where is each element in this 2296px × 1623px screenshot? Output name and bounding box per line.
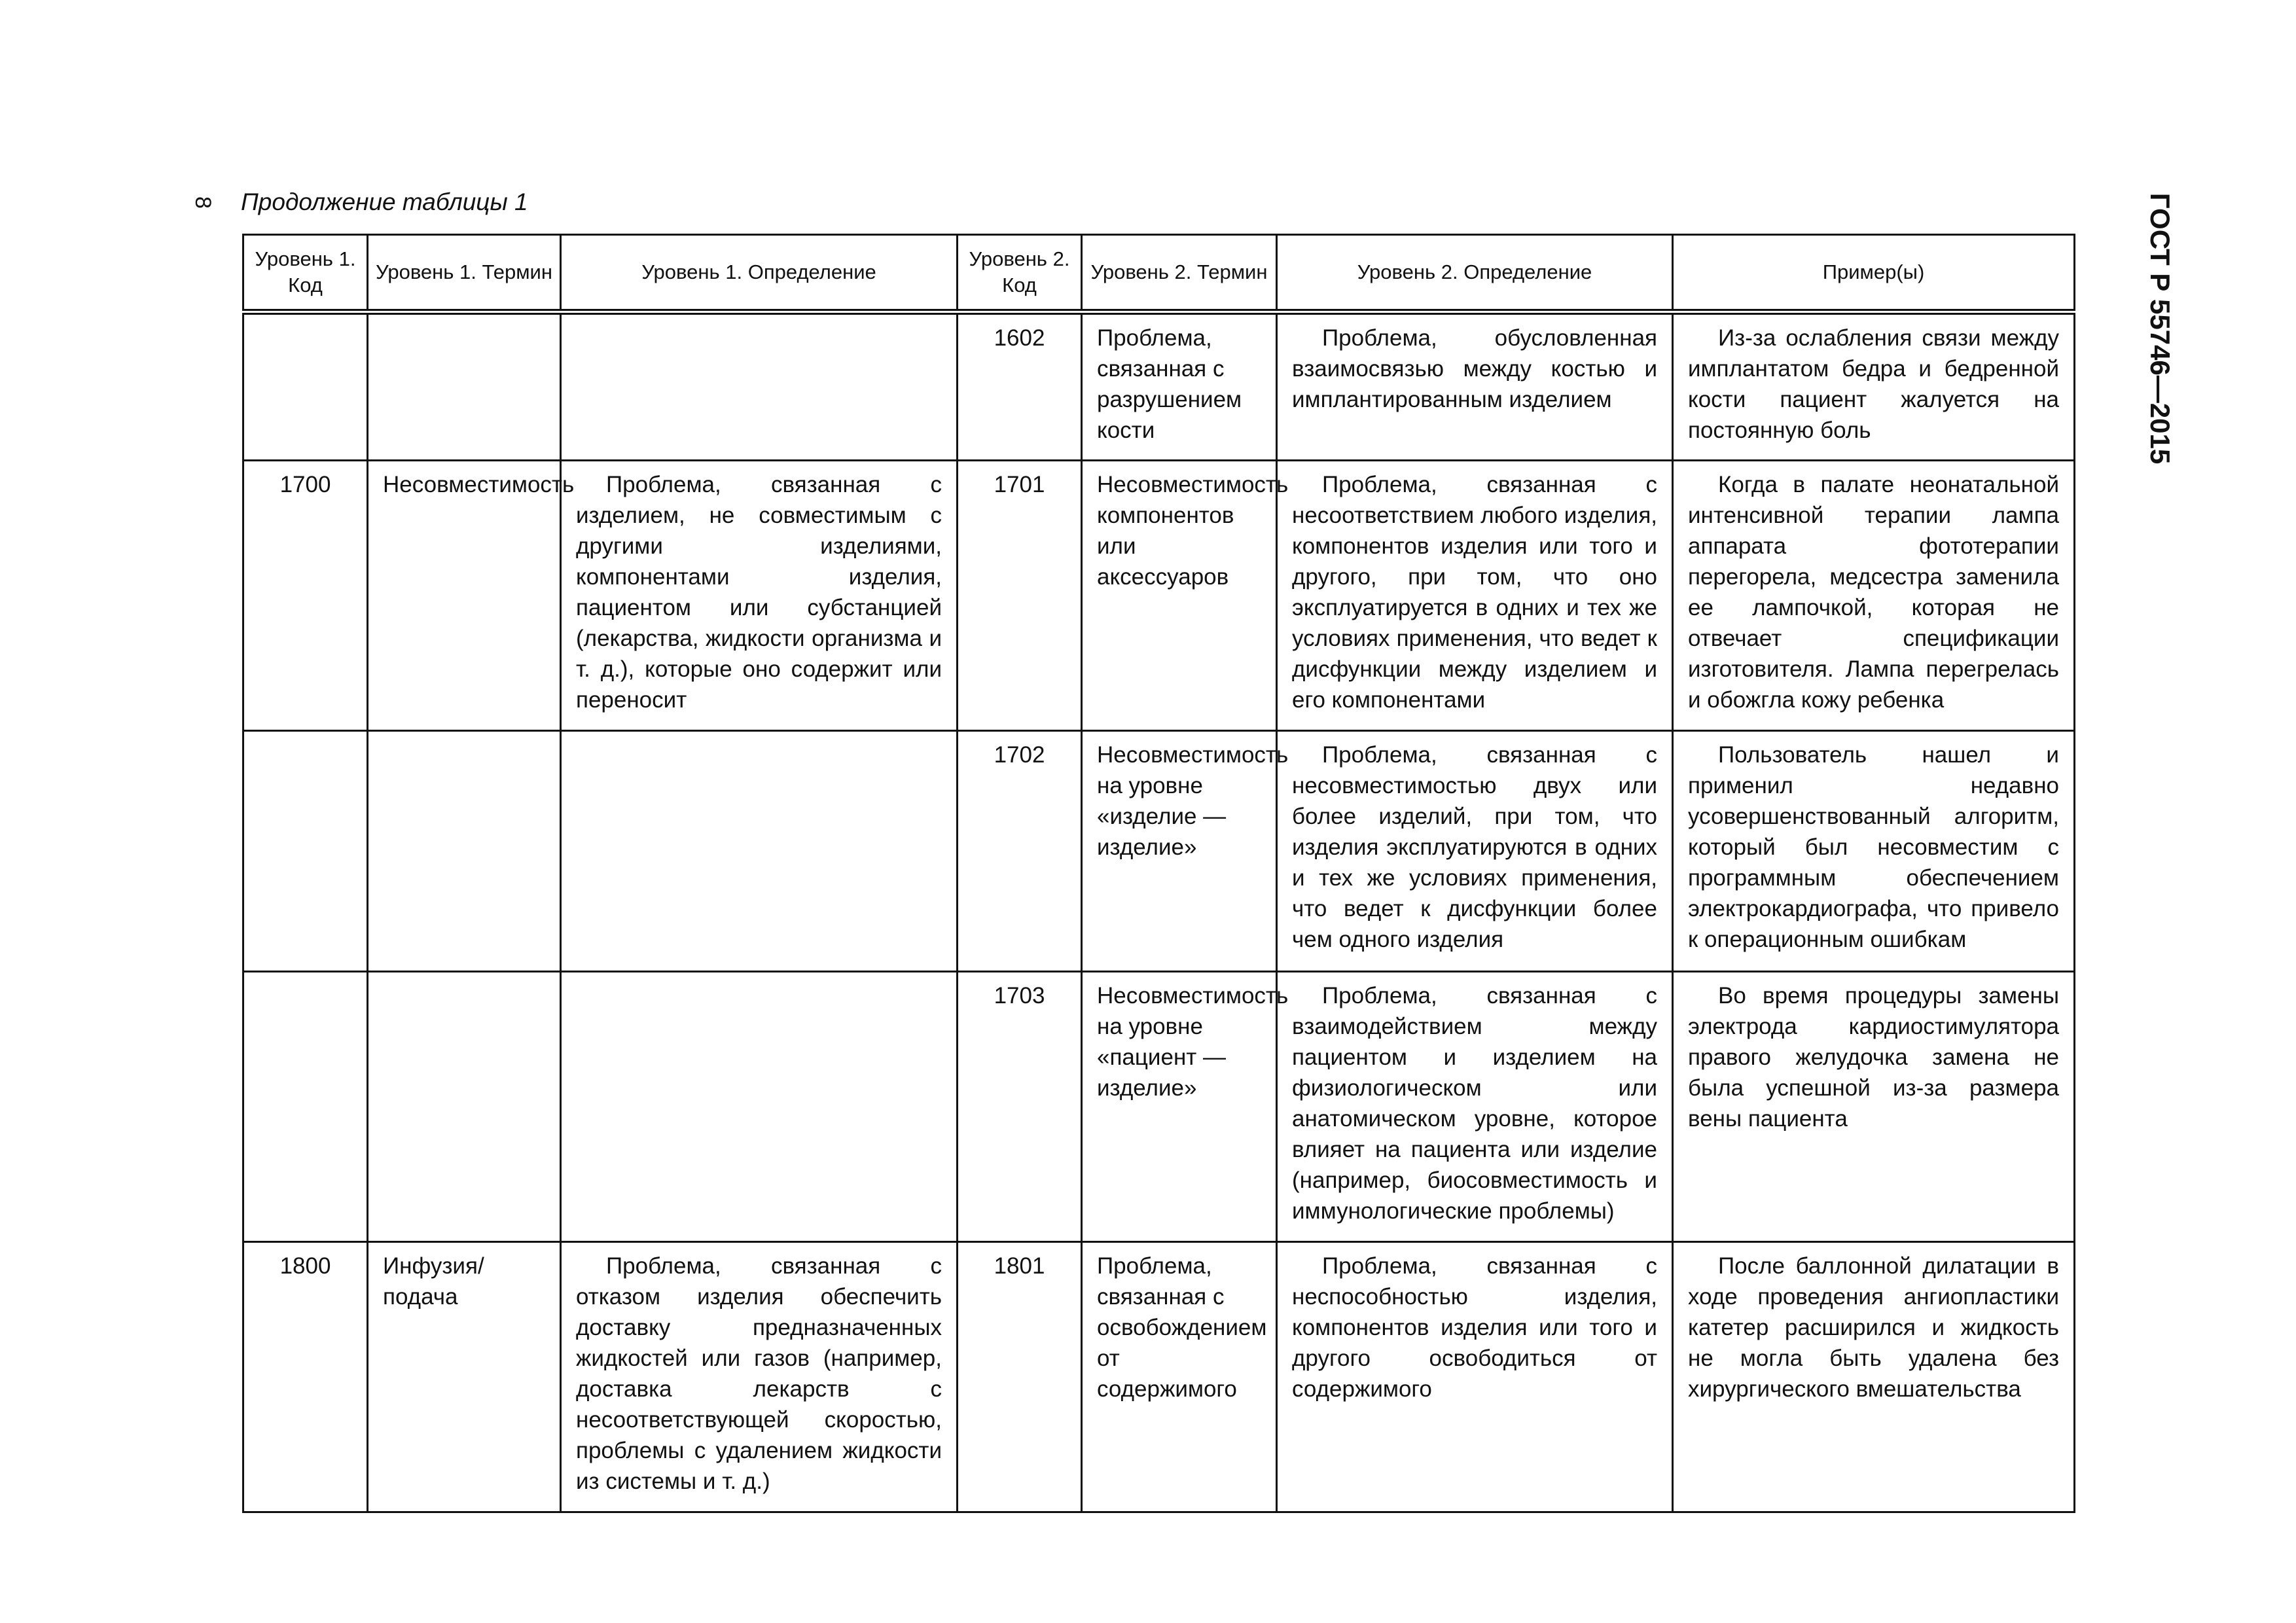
table-row — [243, 972, 2075, 1242]
l1-code-cell — [243, 731, 368, 972]
header-l2-term: Уровень 2. Термин — [1082, 235, 1277, 312]
l2-definition-cell: Проблема, связанная с взаимодействием между пациентом и изделием на физиологическом или анатомическом уровне, которое влияет на пациента или изделие (например, биосовместимость и иммунологические проблемы) — [1277, 972, 1673, 1242]
l1-code-cell — [243, 312, 368, 461]
l1-code-cell — [243, 972, 368, 1242]
l1-term-cell: Инфузия/подача — [368, 1242, 561, 1512]
l1-definition-cell: Проблема, связанная с отказом изделия обеспечить доставку предназначенных жидкостей или газов (например, доставка лекарств с несоответствующей скоростью, проблемы с удалением жидкости из системы и т. д.) — [561, 1242, 958, 1512]
table-header-row — [243, 235, 2075, 312]
l2-term-cell: Проблема, связанная с освобождением от содержимого — [1082, 1242, 1277, 1512]
standard-code-container — [2134, 191, 2186, 466]
l1-term-cell — [368, 731, 561, 972]
l1-definition-cell — [561, 312, 958, 461]
header-examples: Пример(ы) — [1673, 235, 2075, 312]
table-row — [243, 731, 2075, 972]
l2-definition-cell: Проблема, связанная с неспособностью изделия, компонентов изделия или того и другого освободиться от содержимого — [1277, 1242, 1673, 1512]
l2-definition-cell: Проблема, обусловленная взаимосвязью между костью и имплантированным изделием — [1277, 312, 1673, 461]
l2-term-cell: Проблема, связанная с разрушением кости — [1082, 312, 1277, 461]
l2-term-cell: Несовместимость компонентов или аксессуаров — [1082, 461, 1277, 731]
l2-definition-cell: Проблема, связанная с несовместимостью двух или более изделий, при том, что изделия эксплуатируются в одних и тех же условиях применения, что ведет к дисфункции более чем одного изделия — [1277, 731, 1673, 972]
example-cell: Из-за ослабления связи между имплантатом бедра и бедренной кости пациент жалуется на постоянную боль — [1673, 312, 2075, 461]
l2-code-cell: 1801 — [958, 1242, 1082, 1512]
l1-code-cell: 1800 — [243, 1242, 368, 1512]
header-l2-definition: Уровень 2. Определение — [1277, 235, 1673, 312]
table-row — [243, 312, 2075, 461]
l2-code-cell: 1602 — [958, 312, 1082, 461]
example-cell: После баллонной дилатации в ходе проведения ангиопластики катетер расширился и жидкость не могла быть удалена без хирургического вмешательства — [1673, 1242, 2075, 1512]
header-l1-term: Уровень 1. Термин — [368, 235, 561, 312]
l1-code-cell: 1700 — [243, 461, 368, 731]
l1-term-cell: Несовместимость — [368, 461, 561, 731]
table-row — [243, 1242, 2075, 1512]
l1-term-cell — [368, 312, 561, 461]
example-cell: Во время процедуры замены электрода кардиостимулятора правого желудочка замена не была успешной из-за размера вены пациента — [1673, 972, 2075, 1242]
l2-term-cell: Несовместимость на уровне «пациент — изделие» — [1082, 972, 1277, 1242]
l1-definition-cell: Проблема, связанная с изделием, не совместимым с другими изделиями, компонентами изделия, пациентом или субстанцией (лекарства, жидкости организма и т. д.), которые оно содержит или переносит — [561, 461, 958, 731]
table-caption: Продолжение таблицы 1 — [241, 188, 528, 215]
example-cell: Когда в палате неонатальной интенсивной терапии лампа аппарата фототерапии перегорела, медсестра заменила ее лампочкой, которая не отвечает спецификации изготовителя. Лампа перегрелась и обожгла кожу ребенка — [1673, 461, 2075, 731]
l1-definition-cell — [561, 731, 958, 972]
l2-code-cell: 1701 — [958, 461, 1082, 731]
l2-code-cell: 1702 — [958, 731, 1082, 972]
page-number: 8 — [190, 196, 215, 209]
l1-term-cell — [368, 972, 561, 1242]
header-l1-definition: Уровень 1. Определение — [561, 235, 958, 312]
l2-code-cell: 1703 — [958, 972, 1082, 1242]
l1-definition-cell — [561, 972, 958, 1242]
l2-definition-cell: Проблема, связанная с несоответствием любого изделия, компонентов изделия или того и другого, при том, что оно эксплуатируется в одних и тех же условиях применения, что ведет к дисфункции между изделием и его компонентами — [1277, 461, 1673, 731]
header-l2-code: Уровень 2. Код — [958, 235, 1082, 312]
classification-table — [242, 234, 2075, 1513]
example-cell: Пользователь нашел и применил недавно усовершенствованный алгоритм, который был несовместим с программным обеспечением электрокардиографа, что привело к операционным ошибкам — [1673, 731, 2075, 972]
l2-term-cell: Несовместимость на уровне «изделие — изделие» — [1082, 731, 1277, 972]
header-l1-code: Уровень 1. Код — [243, 235, 368, 312]
table-row — [243, 461, 2075, 731]
standard-code: ГОСТ Р 55746—2015 — [2145, 192, 2176, 465]
